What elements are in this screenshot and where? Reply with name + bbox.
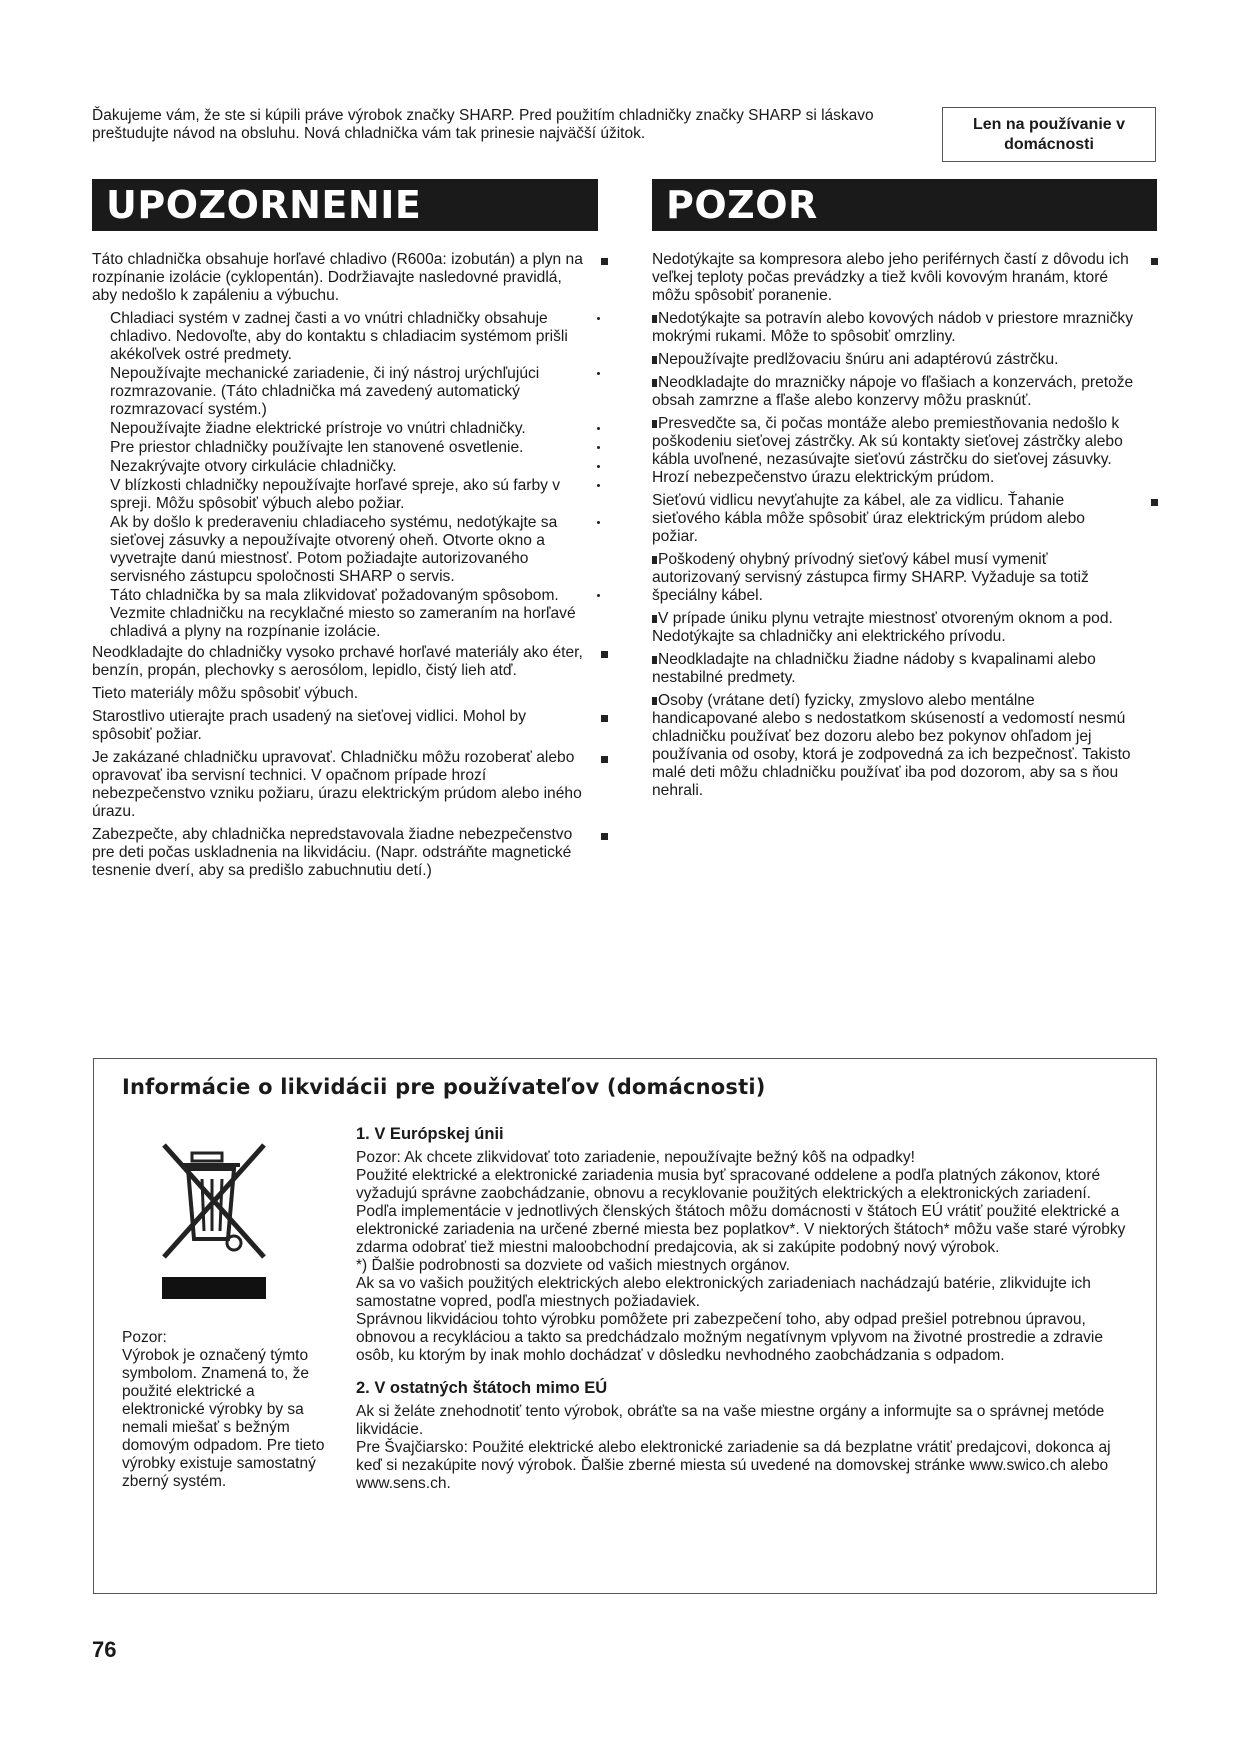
eu-paragraph: Správnou likvidáciou tohto výrobku pomôžete pri zabezpečení toho, aby odpad prešiel potrebnou úpravou, obnovou a recykláciou a takto sa predchádzalo možným negatívnym vplyvom na životné prostredie a zdravie osôb, ku ktorým by inak mohlo dochádzať v dôsledku nevhodného zaobchádzania s odpadom. [356, 1311, 1103, 1364]
disposal-details [356, 1125, 1136, 1493]
warning-subitem [92, 514, 612, 586]
warning-item-text: Ak by došlo k prederaveniu chladiaceho systému, nedotýkajte sa sieťovej zásuvky a nepoužívajte otvorený oheň. Otvorte okno a vyvetrajte danú miestnosť. Potom požiadajte autorizovaného servisného zástupcu spoločnosti SHARP o servis. [110, 514, 558, 585]
caution-item [652, 651, 1162, 687]
other-paragraph: Ak si želáte znehodnotiť tento výrobok, obráťte sa na vaše miestne orgány a informujte sa o správnej metóde likvidácie. [356, 1403, 1105, 1438]
warning-subitem [92, 439, 612, 457]
caution-item-text: Poškodený ohybný prívodný sieťový kábel musí vymeniť autorizovaný servisný zástupca firmy SHARP. Vyžaduje sa totiž špeciálny kábel. [652, 551, 1089, 604]
warning-item-text: Zabezpečte, aby chladnička nepredstavovala žiadne nebezpečenstvo pre deti počas uskladnenia na likvidáciu. (Napr. odstráňte magnetické tesnenie dverí, aby sa predišlo zabuchnutiu detí.) [92, 826, 573, 879]
warning-subitem [92, 477, 612, 513]
square-bullet-icon [1151, 499, 1158, 506]
dot-bullet-icon [597, 521, 600, 524]
dot-bullet-icon [597, 484, 600, 487]
intro-text: Ďakujeme vám, že ste si kúpili práve výrobok značky SHARP. Pred použitím chladničky značky SHARP si láskavo preštudujte návod na obsluhu. Nová chladnička vám tak prinesie najväčší úžitok. [92, 107, 874, 142]
square-bullet-icon [601, 258, 608, 265]
warning-item-text: Starostlivo utierajte prach usadený na sieťovej vidlici. Mohol by spôsobiť požiar. [92, 708, 527, 743]
caution-item-text: Osoby (vrátane detí) fyzicky, zmyslovo alebo mentálne handicapované alebo s nedostatkom skúseností a vedomostí nesmú chladničku používať bez dozoru alebo bez pokynov ohľadom jej používania od osoby, ktorá je zodpovedná za ich bezpečnosť. Takisto malé deti môžu chladničku používať iba pod dozorom, aby sa s ňou nehrali. [652, 692, 1131, 799]
note-text: Výrobok je označený týmto symbolom. Znamená to, že použité elektrické a elektronické výrobky by sa nemali miešať s bežným domovým odpadom. Pre tieto výrobky existuje samostatný zberný systém. [122, 1347, 325, 1490]
square-bullet-icon [601, 756, 608, 763]
warning-subitem [92, 420, 612, 438]
warning-item-text: Nepoužívajte mechanické zariadenie, či iný nástroj urýchľujúci rozmrazovanie. (Táto chladnička má zavedený automatický rozmrazovací systém.) [110, 365, 540, 418]
crossed-out-wheelie-bin-icon [154, 1139, 274, 1299]
home-use-label [942, 107, 1156, 162]
page-number: 76 [92, 1637, 117, 1662]
dot-bullet-icon [597, 594, 600, 597]
warning-item-text: V blízkosti chladničky nepoužívajte horľavé spreje, ako sú farby v spreji. Môžu spôsobiť výbuch alebo požiar. [110, 477, 561, 512]
dot-bullet-icon [597, 372, 600, 375]
eu-paragraph: Ak sa vo vašich použitých elektrických alebo elektronických zariadeniach nachádzajú batérie, zlikvidujte ich samostatne vopred, podľa miestnych požiadaviek. [356, 1275, 1091, 1310]
warning-item-text: Táto chladnička obsahuje horľavé chladivo (R600a: izobután) a plyn na rozpínanie izolácie (cyklopentán). Dodržiavajte nasledovné pravidlá, aby nedošlo k zapáleniu a výbuchu. [92, 251, 583, 304]
warning-item [92, 826, 612, 880]
home-use-text: Len na používanie v domácnosti [972, 115, 1126, 153]
eu-paragraph: *) Ďalšie podrobnosti sa dozviete od vašich miestnych orgánov. [356, 1257, 790, 1274]
caution-item [652, 374, 1162, 410]
square-bullet-icon [652, 379, 657, 387]
warning-subitem [92, 310, 612, 364]
warning-subitem [92, 365, 612, 419]
warning-item-text: Nepoužívajte žiadne elektrické prístroje vo vnútri chladničky. [110, 420, 526, 437]
warning-title: UPOZORNENIE [106, 183, 422, 227]
caution-item [652, 310, 1162, 346]
caution-item-text: Neodkladajte na chladničku žiadne nádoby s kvapalinami alebo nestabilné predmety. [652, 651, 1096, 686]
disposal-info-box [93, 1058, 1157, 1594]
warning-item [92, 708, 612, 744]
caution-item-text: Presvedčte sa, či počas montáže alebo premiestňovania nedošlo k poškodeniu sieťovej zástrčky. Ak sú kontakty sieťovej zástrčky alebo kábla uvoľnené, nezasúvajte sieťovú zástrčku do sieťovej zásuvky. Hrozí nebezpečenstvo úrazu elektrickým prúdom. [652, 415, 1123, 486]
square-bullet-icon [652, 656, 657, 664]
disposal-note [122, 1329, 332, 1491]
warning-item-text: Chladiaci systém v zadnej časti a vo vnútri chladničky obsahuje chladivo. Nedovoľte, aby do kontaktu s chladiacim systémom prišli akékoľvek ostré predmety. [110, 310, 568, 363]
eu-paragraph: Pozor: Ak chcete zlikvidovať toto zariadenie, nepoužívajte bežný kôš na odpadky! [356, 1149, 915, 1166]
caution-item-text: V prípade úniku plynu vetrajte miestnosť otvoreným oknom a pod. Nedotýkajte sa chladničky ani elektrického prívodu. [652, 610, 1113, 645]
square-bullet-icon [652, 556, 657, 564]
warning-item-text: Nezakrývajte otvory cirkulácie chladničky. [110, 458, 397, 475]
dot-bullet-icon [597, 317, 600, 320]
square-bullet-icon [652, 697, 657, 705]
warning-item [92, 685, 612, 703]
dot-bullet-icon [597, 446, 600, 449]
warning-item-text: Neodkladajte do chladničky vysoko prchavé horľavé materiály ako éter, benzín, propán, plechovky s aerosólom, lepidlo, čistý lieh atď. [92, 644, 583, 679]
eu-paragraph: Podľa implementácie v jednotlivých členských štátoch môžu domácnosti v štátoch EÚ vrátiť použité elektrické a elektronické zariadenia na určené zberné miesta bez poplatkov*. V niektorých štátoch* môžu vaše staré výrobky zdarma odobrať tiež miestni maloobchodní predajcovia, ak si zakúpite podobný nový výrobok. [356, 1203, 1126, 1256]
warning-item-text: Pre priestor chladničky používajte len stanovené osvetlenie. [110, 439, 524, 456]
warning-item [92, 644, 612, 680]
disposal-title: Informácie o likvidácii pre používateľov (domácnosti) [122, 1075, 766, 1099]
caution-item-text: Nepoužívajte predlžovaciu šnúru ani adaptérovú zástrčku. [658, 351, 1059, 368]
caution-item-text: Nedotýkajte sa kompresora alebo jeho periférnych častí z dôvodu ich veľkej teploty počas prevádzky a tiež kvôli kovovým hranám, ktoré môžu spôsobiť poranenie. [652, 251, 1129, 304]
caution-item [652, 492, 1162, 546]
caution-title: POZOR [666, 183, 818, 227]
caution-item [652, 610, 1162, 646]
other-countries-heading: 2. V ostatných štátoch mimo EÚ [356, 1379, 608, 1397]
warning-item-text: Tieto materiály môžu spôsobiť výbuch. [92, 685, 359, 702]
caution-item-text: Nedotýkajte sa potravín alebo kovových nádob v priestore mrazničky mokrými rukami. Môže to spôsobiť omrzliny. [652, 310, 1133, 345]
caution-banner [652, 179, 1157, 231]
square-bullet-icon [1151, 258, 1158, 265]
caution-item [652, 251, 1162, 305]
warning-banner [92, 179, 598, 231]
dot-bullet-icon [597, 427, 600, 430]
caution-item-text: Sieťovú vidlicu nevyťahujte za kábel, ale za vidlicu. Ťahanie sieťového kábla môže spôsobiť úraz elektrickým prúdom alebo požiar. [652, 492, 1085, 545]
intro-text-block [92, 107, 912, 143]
warning-item-text: Je zakázané chladničku upravovať. Chladničku môžu rozoberať alebo opravovať iba servisní technici. V opačnom prípade hrozí nebezpečenstvo vzniku požiaru, úrazu elektrickým prúdom alebo iného úrazu. [92, 749, 582, 820]
eu-paragraph: Použité elektrické a elektronické zariadenia musia byť spracované oddelene a podľa platných zákonov, ktoré vyžadujú správne zaobchádzanie, obnovu a recyklovanie použitých elektrických a elektronických zariadení. [356, 1167, 1101, 1202]
warning-subitem [92, 587, 612, 641]
square-bullet-icon [652, 356, 657, 364]
warning-item [92, 251, 612, 305]
note-heading: Pozor: [122, 1329, 167, 1346]
caution-item [652, 692, 1162, 800]
warning-item-text: Táto chladnička by sa mala zlikvidovať požadovaným spôsobom. Vezmite chladničku na recyklačné miesto so zameraním na horľavé chladivá a plyny na rozpínanie izolácie. [110, 587, 576, 640]
dot-bullet-icon [597, 465, 600, 468]
caution-item [652, 415, 1162, 487]
square-bullet-icon [601, 651, 608, 658]
caution-list [652, 251, 1162, 805]
eu-heading: 1. V Európskej únii [356, 1125, 504, 1143]
square-bullet-icon [601, 715, 608, 722]
warning-list [92, 251, 612, 885]
other-paragraph: Pre Švajčiarsko: Použité elektrické alebo elektronické zariadenie sa dá bezplatne vrátiť predajcovi, dokonca aj keď si nezakúpite nový výrobok. Ďalšie zberné miesta sú uvedené na domovskej stránke www.swico.ch alebo www.sens.ch. [356, 1439, 1111, 1492]
caution-item-text: Neodkladajte do mrazničky nápoje vo fľašiach a konzervách, pretože obsah zamrzne a fľaše alebo konzervy môžu prasknúť. [652, 374, 1134, 409]
warning-subitem [92, 458, 612, 476]
square-bullet-icon [652, 615, 657, 623]
square-bullet-icon [601, 833, 608, 840]
square-bullet-icon [652, 420, 657, 428]
caution-item [652, 551, 1162, 605]
warning-item [92, 749, 612, 821]
caution-item [652, 351, 1162, 369]
square-bullet-icon [652, 315, 657, 323]
